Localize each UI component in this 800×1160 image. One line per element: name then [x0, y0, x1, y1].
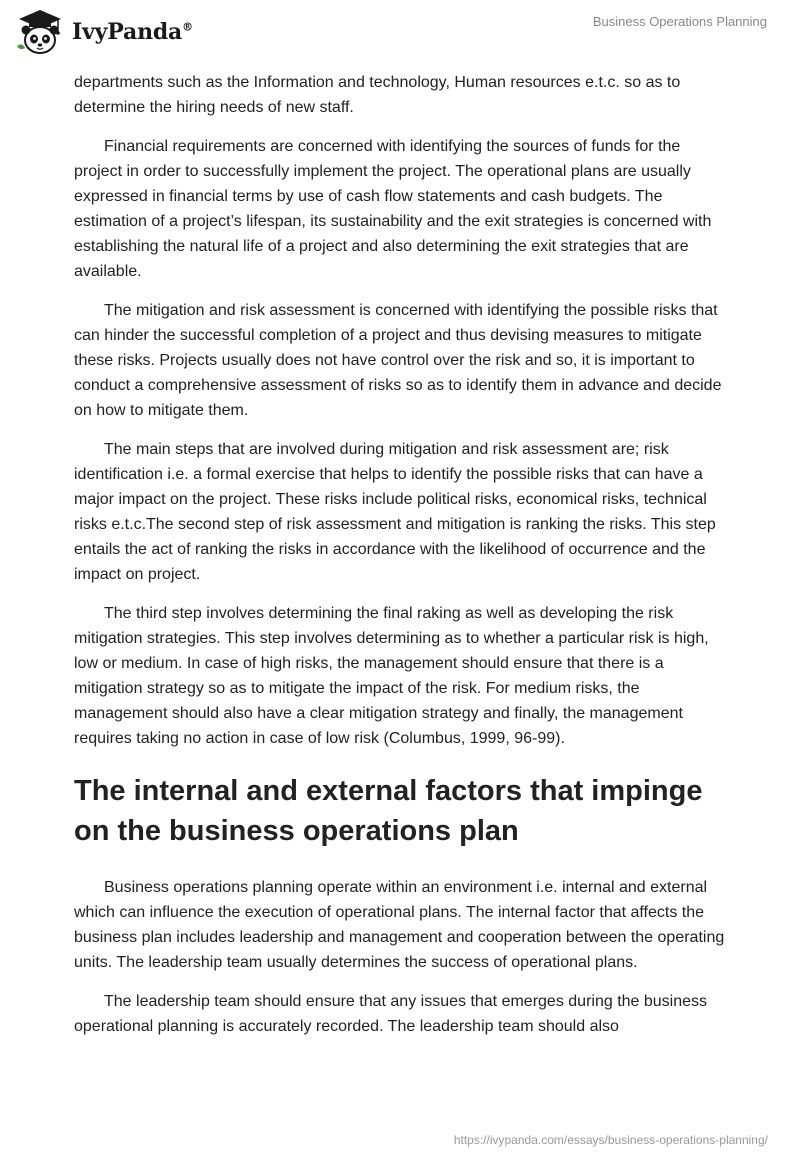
paragraph: The main steps that are involved during mitigation and risk assessment are; risk identification i.e. a formal exercise that helps to identify the possible risks that can have a major impact on the project. These risks include political risks, economical risks, technical risks e.t.c.The second step of risk assessment and mitigation is ranking the risks. This step entails the act of ranking the risks in accordance with the likelihood of occurrence and the impact on project.: [74, 441, 716, 583]
paragraph: Business operations planning operate within an environment i.e. internal and external which can influence the execution of operational plans. The internal factor that affects the business plan includes leadership and management and cooperation between the operating units. The leadership team usually determines the success of operational plans.: [74, 879, 725, 971]
paragraph: Financial requirements are concerned with identifying the sources of funds for the project in order to successfully implement the project. The operational plans are usually expressed in financial terms by use of cash flow statements and cash budgets. The estimation of a project’s lifespan, its sustainability and the exit strategies is concerned with establishing the natural life of a project and also determining the exit strategies that are available.: [74, 138, 712, 280]
paragraph: The mitigation and risk assessment is concerned with identifying the possible risks that can hinder the successful completion of a project and thus devising measures to mitigate these risks. Projects usually does not have control over the risk and so, it is important to conduct a comprehensive assessment of risks so as to identify them in advance and decide on how to mitigate them.: [74, 302, 722, 419]
paragraph: The third step involves determining the final raking as well as developing the risk mitigation strategies. This step involves determining as to whether a particular risk is high, low or medium. In case of high risks, the management should ensure that there is a mitigation strategy so as to mitigate the impact of the risk. For medium risks, the management should also have a clear mitigation strategy and finally, the management requires taking no action in case of low risk (Columbus, 1999, 96-99).: [74, 605, 709, 747]
ivypanda-logo[interactable]: [14, 8, 193, 56]
section-heading: The internal and external factors that impinge on the business operations plan: [74, 775, 703, 847]
document-title: Business Operations Planning: [592, 14, 767, 29]
page-header: [0, 0, 800, 64]
logo-wordmark: IvyPanda®: [72, 19, 193, 45]
source-url[interactable]: https://ivypanda.com/essays/business-operations-planning/: [453, 1133, 768, 1147]
paragraph: The leadership team should ensure that any issues that emerges during the business operational planning is accurately recorded. The leadership team should also: [74, 993, 708, 1035]
essay-body: [74, 70, 728, 1053]
paragraph-continued: departments such as the Information and technology, Human resources e.t.c. so as to determine the hiring needs of new staff.: [74, 74, 681, 116]
panda-graduate-icon: [14, 8, 66, 56]
